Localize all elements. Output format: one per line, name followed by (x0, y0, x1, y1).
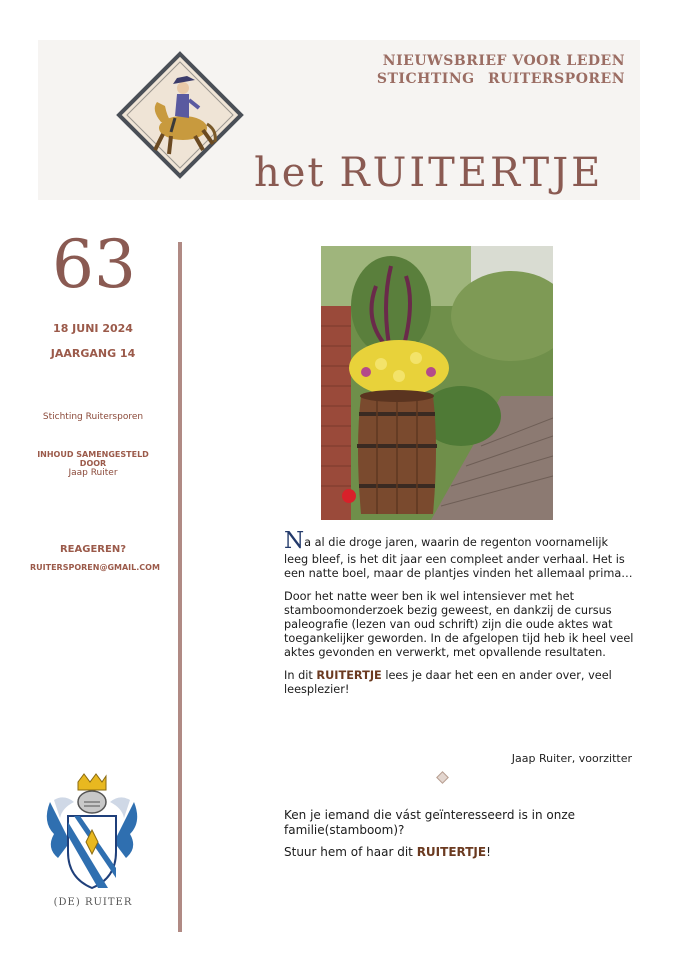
diamond-divider-icon (436, 771, 449, 784)
garden-barrel-photo (321, 246, 553, 520)
article-paragraph-1 (284, 530, 634, 581)
issue-date: 18 JUNI 2024 (53, 322, 133, 335)
article-paragraph-2: Door het natte weer ben ik wel intensiever met het stamboomonderzoek bezig geweest, en dankzij de cursus paleografie (lezen van oud schrift) zijn die oude aktes wat toegankelijker geworden. In de afgelopen tijd heb ik heel veel aktes gevonden en verwerkt, met opvallende resultaten. (284, 590, 634, 659)
paragraph-1-text: a al die droge jaren, waarin de regenton voornamelijk leeg bleef, is het dit jaar een compleet ander verhaal. Het is een natte boel, maar de plantjes vinden het allemaal prima… (284, 536, 633, 580)
issue-number: 63 (52, 226, 136, 303)
compiled-by-name: Jaap Ruiter (68, 468, 118, 478)
paragraph-3-start: In dit (284, 669, 317, 682)
cta-brand-name: RUITERTJE (416, 845, 487, 859)
referral-question: Ken je iemand die vást geïnteresseerd is in onze familie(stamboom)? (284, 808, 576, 837)
issue-volume: JAARGANG 14 (50, 347, 136, 360)
family-crest-icon (40, 772, 144, 894)
horse-rider-logo (115, 50, 245, 180)
compiled-by-label: INHOUD SAMENGESTELD DOOR (37, 450, 149, 468)
sidebar-divider (178, 242, 182, 932)
newsletter-subtitle-line2: STICHTING RUITERSPOREN (376, 71, 625, 87)
newsletter-subtitle-line1: NIEUWSBRIEF VOOR LEDEN (382, 53, 625, 69)
cta-end: ! (486, 845, 491, 859)
title-prefix: het (254, 150, 326, 196)
foundation-name: Stichting Ruitersporen (42, 412, 144, 422)
crest-caption: (DE) RUITER (53, 897, 133, 908)
referral-call-to-action (284, 845, 614, 859)
contact-email[interactable]: RUITERSPOREN@GMAIL.COM (30, 563, 160, 572)
article-paragraph-3 (284, 669, 634, 697)
drop-cap: N (284, 528, 305, 554)
newsletter-title (254, 150, 603, 196)
article-body (284, 530, 634, 706)
title-main: RUITERTJE (339, 150, 604, 196)
signature: Jaap Ruiter, voorzitter (511, 752, 632, 765)
paragraph-3-end: lees je daar het een en ander over, veel leesplezier! (284, 669, 612, 696)
brand-name: RUITERTJE (316, 669, 382, 682)
cta-start: Stuur hem of haar dit (284, 845, 417, 859)
respond-label: REAGEREN? (59, 544, 126, 555)
